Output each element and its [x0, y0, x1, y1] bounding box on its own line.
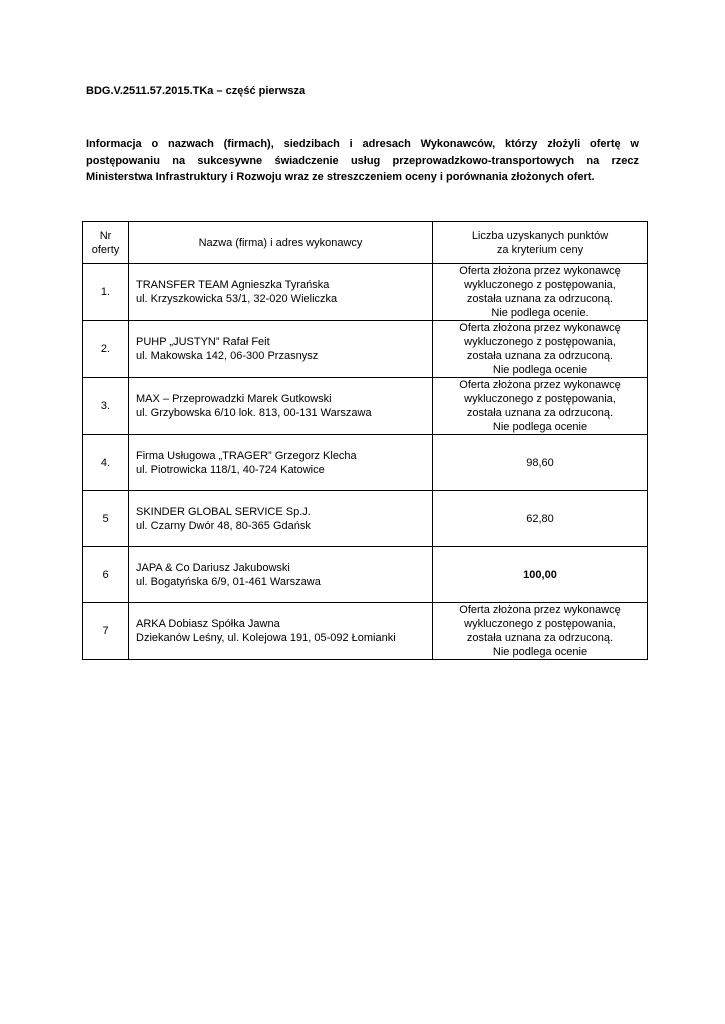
table-row: [83, 378, 648, 435]
contractor-cell: [129, 435, 433, 491]
contractor-cell: [129, 547, 433, 603]
table-row: [83, 603, 648, 660]
contractor-address: ul. Piotrowicka 118/1, 40-724 Katowice: [136, 463, 325, 476]
reference-number: BDG.V.2511.57.2015.TKa – część pierwsza: [86, 85, 306, 97]
offer-number: 6: [83, 547, 129, 603]
score-cell-highest: 100,00: [433, 547, 648, 603]
intro-paragraph: Informacja o nazwach (firmach), siedzibach i adresach Wykonawców, którzy złożyli ofertę w postępowaniu na sukcesywne świadczenie usług przeprowadzkowo-transportowych na rzecz Ministerstwa Infrastruktury i Rozwoju wraz ze streszczeniem oceny i porównania złożonych ofert.: [86, 138, 639, 183]
contractor-address: ul. Grzybowska 6/10 lok. 813, 00-131 Warszawa: [136, 407, 372, 419]
score-cell: 98,60: [433, 435, 648, 491]
contractor-address: ul. Czarny Dwór 48, 80-365 Gdańsk: [136, 519, 311, 532]
contractor-name: TRANSFER TEAM Agnieszka Tyrańska: [136, 279, 330, 291]
contractor-name: SKINDER GLOBAL SERVICE Sp.J.: [136, 505, 311, 518]
score-cell: 62,80: [433, 491, 648, 547]
offer-number: 7: [83, 603, 129, 660]
contractor-name: MAX – Przeprowadzki Marek Gutkowski: [136, 393, 332, 405]
contractor-cell: [129, 603, 433, 660]
offer-number: 3.: [83, 378, 129, 435]
table-row: [83, 491, 648, 547]
score-cell: Oferta złożona przez wykonawcę wykluczonego z postępowania, została uznana za odrzuconą. Nie podlega ocenie: [433, 321, 648, 378]
table-row: [83, 435, 648, 491]
contractor-address: ul. Bogatyńska 6/9, 01-461 Warszawa: [136, 575, 321, 588]
score-cell: Oferta złożona przez wykonawcę wykluczonego z postępowania, została uznana za odrzuconą. Nie podlega ocenie: [433, 603, 648, 660]
header-nr: Nr oferty: [83, 222, 129, 264]
contractor-address: ul. Makowska 142, 06-300 Przasnysz: [136, 350, 319, 362]
contractor-name: JAPA & Co Dariusz Jakubowski: [136, 561, 290, 574]
table-header-row: [83, 222, 648, 264]
contractor-cell: [129, 264, 433, 321]
contractor-address: ul. Krzyszkowicka 53/1, 32-020 Wieliczka: [136, 293, 338, 305]
offer-number: 2.: [83, 321, 129, 378]
table-row: [83, 264, 648, 321]
offer-number: 5: [83, 491, 129, 547]
offer-number: 1.: [83, 264, 129, 321]
table-row: [83, 321, 648, 378]
table-row: [83, 547, 648, 603]
score-cell: Oferta złożona przez wykonawcę wykluczonego z postępowania, została uznana za odrzuconą. Nie podlega ocenie.: [433, 264, 648, 321]
contractor-name: Firma Usługowa „TRAGER” Grzegorz Klecha: [136, 449, 357, 462]
header-score: Liczba uzyskanych punktów za kryterium ceny: [433, 222, 648, 264]
offers-table: [82, 221, 648, 660]
contractor-cell: [129, 378, 433, 435]
header-name: Nazwa (firma) i adres wykonawcy: [129, 222, 433, 264]
score-cell: Oferta złożona przez wykonawcę wykluczonego z postępowania, została uznana za odrzuconą. Nie podlega ocenie: [433, 378, 648, 435]
contractor-name: ARKA Dobiasz Spółka Jawna: [136, 618, 280, 630]
contractor-name: PUHP „JUSTYN” Rafał Feit: [136, 336, 270, 348]
offer-number: 4.: [83, 435, 129, 491]
contractor-cell: [129, 321, 433, 378]
contractor-cell: [129, 491, 433, 547]
contractor-address: Dziekanów Leśny, ul. Kolejowa 191, 05-092 Łomianki: [136, 632, 396, 644]
